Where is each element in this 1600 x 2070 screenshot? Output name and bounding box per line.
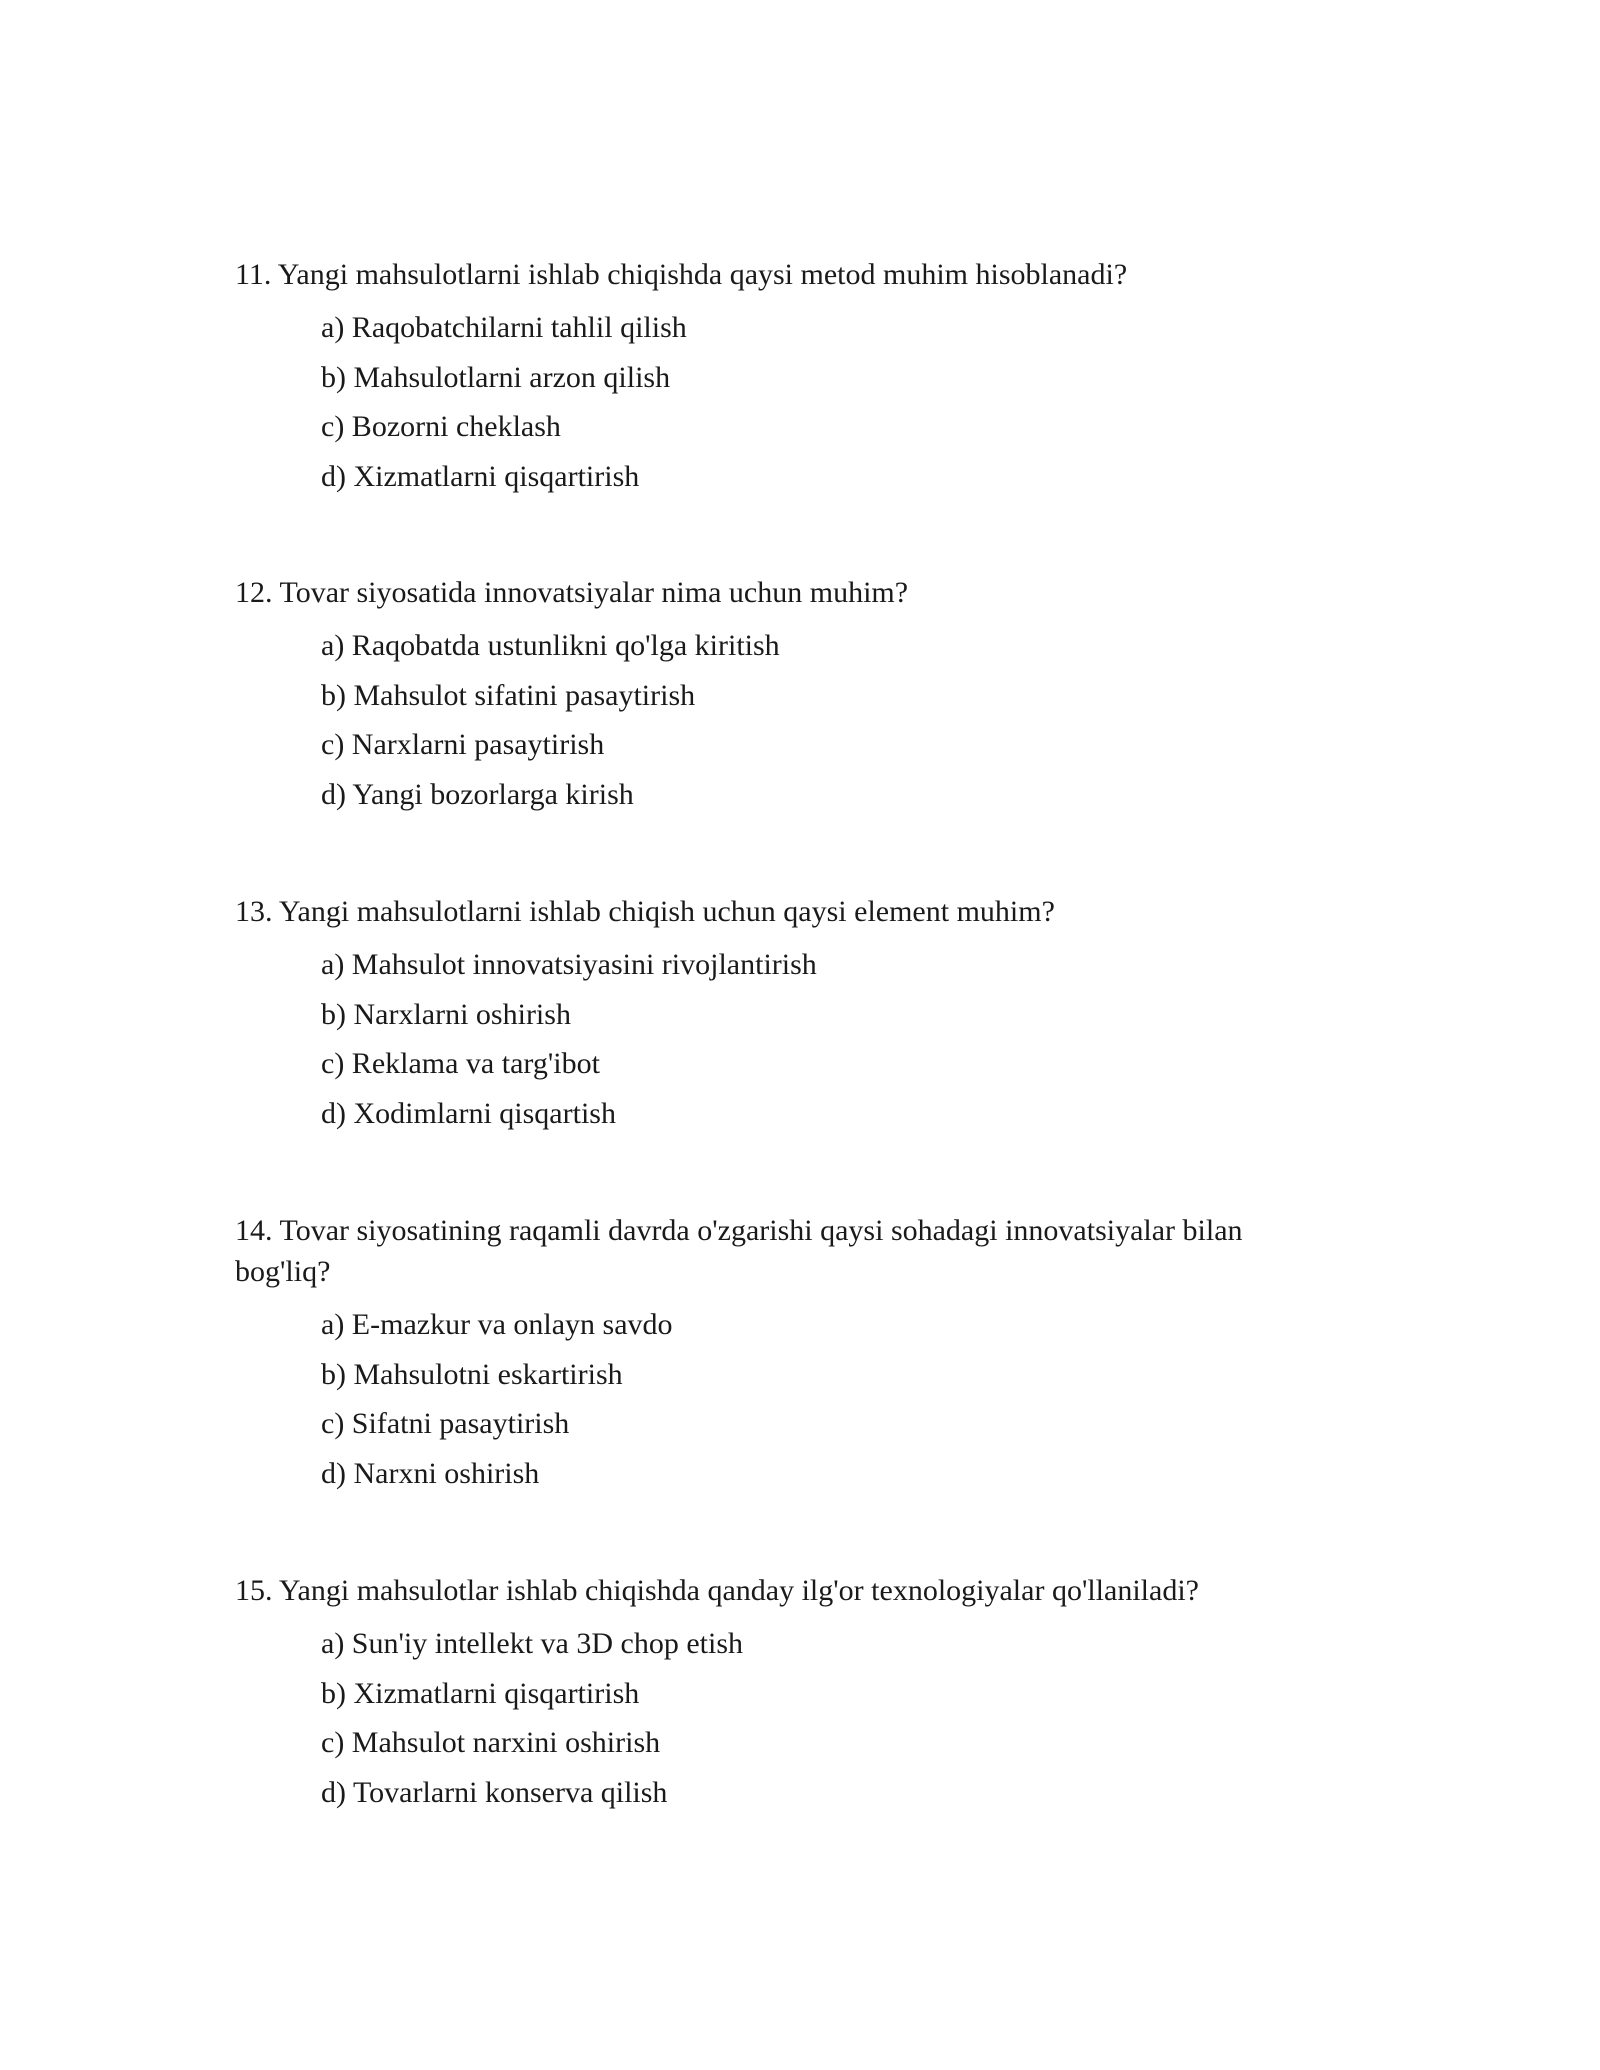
question-text: 15. Yangi mahsulotlar ishlab chiqishda qanday ilg'or texnologiyalar qo'llaniladi? [235, 1574, 1199, 1607]
answer-option-b: b) Mahsulotlarni arzon qilish [321, 360, 671, 394]
question-14 [235, 1210, 1345, 1498]
answer-option-c: c) Bozorni cheklash [321, 410, 561, 443]
answer-option-a: a) E-mazkur va onlayn savdo [321, 1308, 673, 1341]
answer-option-b: b) Mahsulotni eskartirish [321, 1357, 623, 1391]
answer-option-c: c) Reklama va targ'ibot [321, 1047, 600, 1080]
question-text: 11. Yangi mahsulotlarni ishlab chiqishda qaysi metod muhim hisoblanadi? [235, 258, 1128, 291]
question-15 [235, 1570, 1345, 1817]
answer-option-c: c) Mahsulot narxini oshirish [321, 1726, 661, 1759]
answer-options [235, 940, 1345, 1138]
answer-option-c: c) Narxlarni pasaytirish [321, 728, 605, 761]
answer-option-b: b) Xizmatlarni qisqartirish [321, 1676, 640, 1710]
answer-options [235, 621, 1345, 819]
answer-options [235, 303, 1345, 501]
answer-option-a: a) Mahsulot innovatsiyasini rivojlantirish [321, 948, 817, 981]
answer-options [235, 1619, 1345, 1817]
answer-option-d: d) Yangi bozorlarga kirish [321, 777, 634, 811]
question-text: 13. Yangi mahsulotlarni ishlab chiqish uchun qaysi element muhim? [235, 895, 1055, 928]
answer-options [235, 1300, 1345, 1498]
answer-option-c: c) Sifatni pasaytirish [321, 1407, 570, 1440]
answer-option-b: b) Mahsulot sifatini pasaytirish [321, 678, 696, 712]
answer-option-b: b) Narxlarni oshirish [321, 997, 571, 1031]
question-13 [235, 891, 1345, 1138]
answer-option-d: d) Tovarlarni konserva qilish [321, 1775, 668, 1809]
answer-option-d: d) Narxni oshirish [321, 1456, 540, 1490]
question-text: 14. Tovar siyosatining raqamli davrda o'zgarishi qaysi sohadagi innovatsiyalar bilan bog'liq? [235, 1214, 1243, 1288]
question-11 [235, 254, 1345, 501]
answer-option-d: d) Xodimlarni qisqartish [321, 1096, 616, 1130]
question-12 [235, 572, 1345, 819]
answer-option-a: a) Raqobatchilarni tahlil qilish [321, 311, 687, 344]
answer-option-a: a) Sun'iy intellekt va 3D chop etish [321, 1627, 743, 1660]
answer-option-d: d) Xizmatlarni qisqartirish [321, 459, 640, 493]
question-text: 12. Tovar siyosatida innovatsiyalar nima uchun muhim? [235, 576, 909, 609]
answer-option-a: a) Raqobatda ustunlikni qo'lga kiritish [321, 629, 780, 662]
